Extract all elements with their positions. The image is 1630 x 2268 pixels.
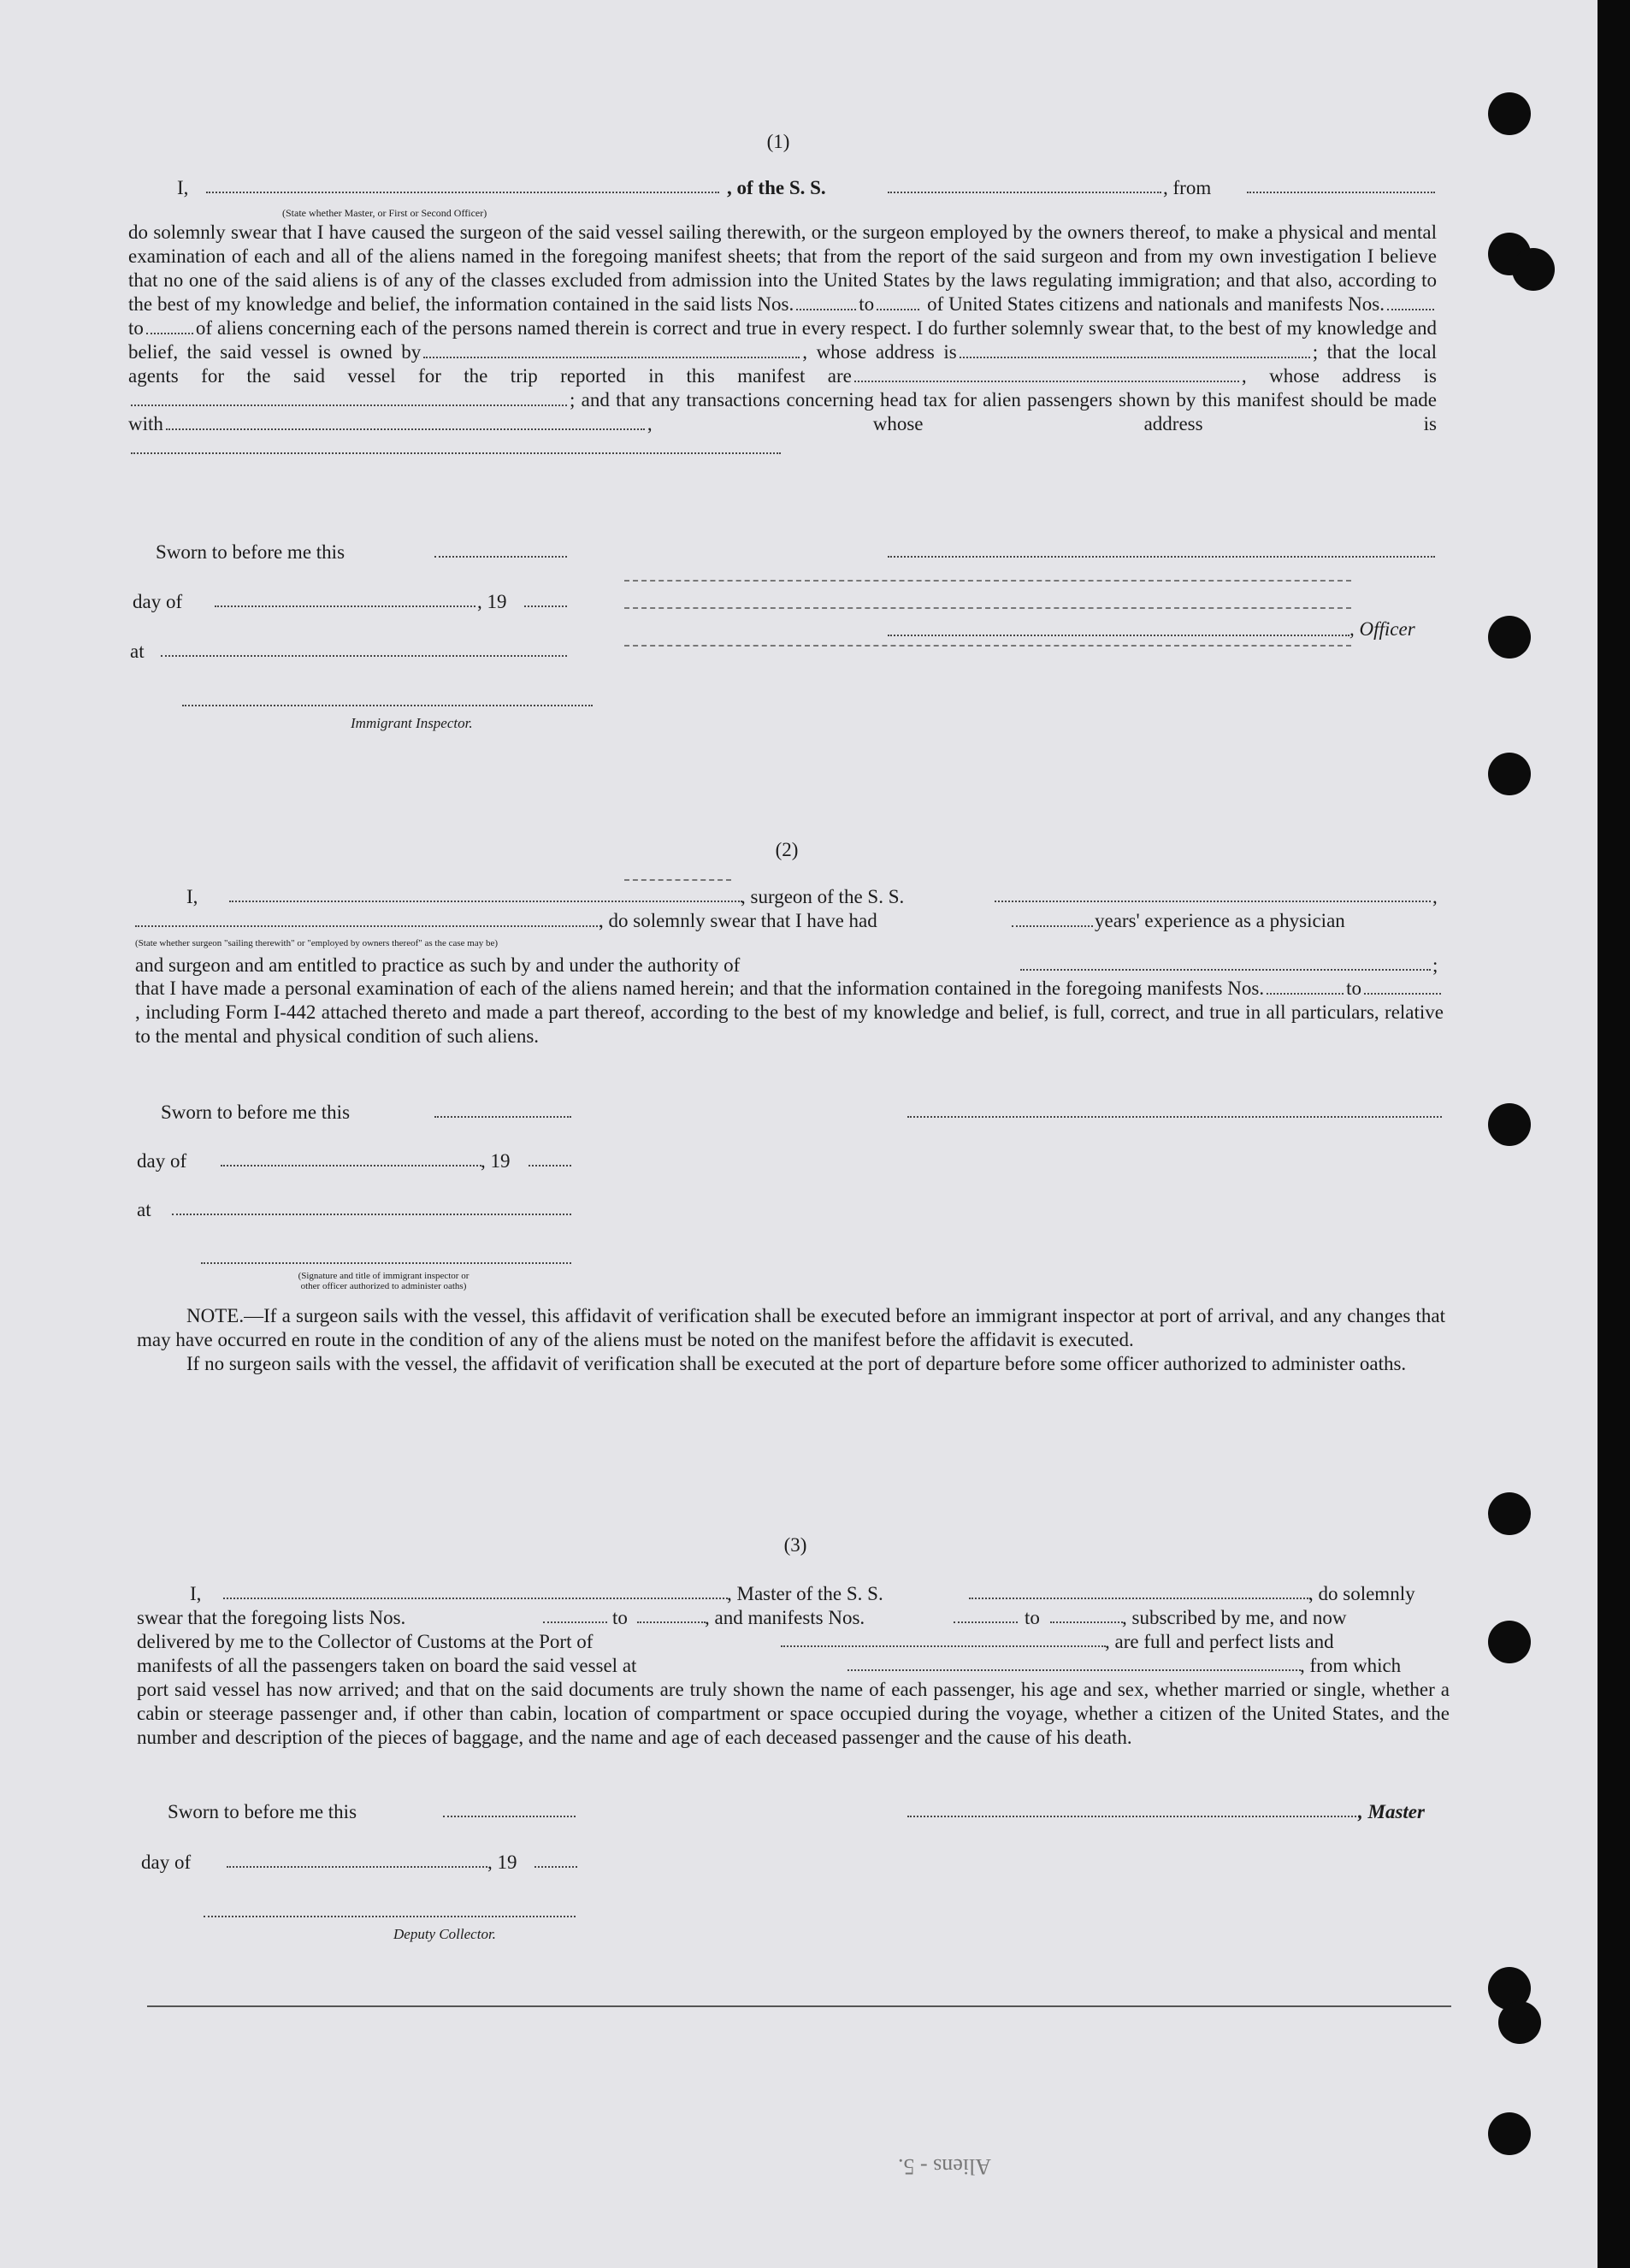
comma: ,	[1432, 886, 1438, 907]
section-3-subscribed: , subscribed by me, and now	[1122, 1607, 1347, 1628]
section-1-officer: , Officer	[1349, 618, 1415, 640]
punch-hole	[1488, 753, 1531, 795]
blank-field	[206, 190, 719, 193]
note-label: NOTE.	[186, 1305, 245, 1326]
section-2-at: at	[137, 1199, 151, 1220]
section-2-authority: and surgeon and am entitled to practice as such by and under the authority of	[135, 954, 741, 976]
punch-hole	[1498, 2001, 1541, 2044]
blank-field	[227, 1864, 487, 1868]
blank-field	[543, 1620, 607, 1623]
section-1-i: I,	[177, 177, 189, 198]
section-3-from-which: , from which	[1300, 1655, 1402, 1676]
section-3-sworn: Sworn to before me this	[168, 1801, 357, 1822]
section-1-head-tax: ; and that any transactions concerning head tax for alien passengers shown by this manifest should be made with	[128, 389, 1437, 434]
bottom-rule	[147, 2005, 1451, 2007]
section-1-of-ss: , of the S. S.	[727, 177, 826, 198]
blank-field	[888, 633, 1349, 636]
blank-field	[229, 899, 742, 902]
section-1-local-agents: that the local agents for the said vessel for the trip reported in this manifest are	[128, 341, 1437, 387]
section-3-paragraph: port said vessel has now arrived; and that on the said documents are truly shown the name of each passenger, his age and sex, whether married or single, whether a cabin or steerage passenger and, if other than cabin, location of compartment or space occupied during the voyage, whether a citizen of the United States, and the number and description of the pieces of baggage, and the name and age of each deceased passenger and the cause of his death.	[137, 1679, 1450, 1748]
section-2-paragraph-a: that I have made a personal examination of each of the aliens named herein; and that the information contained in the foregoing manifests Nos.	[135, 977, 1265, 999]
section-3-to-2: to	[1025, 1607, 1040, 1628]
section-1-nineteen: , 19	[477, 591, 507, 612]
blank-field	[1020, 967, 1431, 971]
blank-field	[995, 899, 1431, 902]
section-1-paragraph-a: do solemnly swear that I have caused the surgeon of the said vessel sailing therewith, or the surgeon employed by the owners thereof, to make a physical and mental examination of each and all of the aliens named in the foregoing manifest sheets; that from the report of the said surgeon and from my own investigation I believe that no one of the said aliens is of any of the classes excluded from admission into the United States by the laws regulating immigration; and that also, according to the best of my knowledge and belief, the information contained in the said lists Nos.	[128, 221, 1437, 315]
section-3-delivered: delivered by me to the Collector of Customs at the Port of	[137, 1631, 594, 1652]
blank-field	[907, 1114, 1442, 1118]
dashed-line	[624, 879, 731, 881]
punch-hole	[1512, 248, 1555, 291]
section-2-sig-note-1: (Signature and title of immigrant inspector or	[298, 1271, 470, 1281]
dashed-line	[624, 580, 1351, 582]
section-1-from: , from	[1163, 177, 1212, 198]
section-3-day-of: day of	[141, 1852, 192, 1873]
blank-field	[135, 924, 601, 927]
punch-hole	[1488, 616, 1531, 659]
section-3-nineteen: , 19	[487, 1852, 517, 1873]
section-3-i: I,	[190, 1583, 202, 1604]
blank-field	[534, 1864, 577, 1868]
section-3-and-manifests: , and manifests Nos.	[705, 1607, 865, 1628]
section-1-whose-address-2: whose address is	[1269, 365, 1438, 387]
punch-hole	[1488, 1103, 1531, 1146]
section-3-swear-lists: swear that the foregoing lists Nos.	[137, 1607, 406, 1628]
blank-field	[637, 1620, 706, 1623]
blank-field	[221, 1163, 481, 1166]
section-2-sworn: Sworn to before me this	[161, 1102, 351, 1123]
blank-field	[888, 554, 1435, 558]
punch-hole	[1488, 1492, 1531, 1535]
section-1-sworn: Sworn to before me this	[156, 541, 345, 563]
punch-hole	[1488, 1621, 1531, 1663]
footer-mark: Aliens - 5.	[898, 2154, 992, 2179]
blank-field	[172, 1212, 571, 1215]
section-2-surgeon-of: , surgeon of the S. S.	[741, 886, 905, 907]
blank-field	[888, 190, 1161, 193]
blank-field	[529, 1163, 571, 1166]
section-3-do-solemnly: , do solemnly	[1308, 1583, 1415, 1604]
section-3-master: , Master	[1358, 1801, 1425, 1822]
blank-field	[161, 653, 567, 657]
note-text-1: —If a surgeon sails with the vessel, this affidavit of verification shall be executed before an immigrant inspector at port of arrival, and any changes that may have occurred en route in the condition of any of the aliens must be noted on the manifest before the affidavit is executed.	[137, 1305, 1445, 1350]
section-2-to: to	[1346, 977, 1361, 999]
punch-hole	[1488, 92, 1531, 135]
blank-field	[223, 1596, 728, 1599]
section-2-number: (2)	[775, 839, 799, 860]
blank-field	[1050, 1620, 1123, 1623]
semicolon: ;	[1432, 954, 1438, 976]
section-1-whose-address-3: , whose address is	[647, 413, 1437, 434]
punch-hole	[1488, 2112, 1531, 2155]
section-1-paragraph: do solemnly swear that I have caused the surgeon of the said vessel sailing therewith, or the surgeon employed by the owners thereof, to make a physical and mental examination of each and all of the aliens named in the foregoing manifest sheets; that from the report of the said surgeon and from my own investigation I believe that no one of the said aliens is of any of the classes excluded from admission into the United States by the laws regulating immigration; and that also, according to the best of my knowledge and belief, the information contained in the said lists Nos. to of United States citizens and nationals and manifests Nos.to of aliens concerning each of the persons named therein is correct and true in every respect. I do further solemnly swear that, to the best of my knowledge and belief, the said vessel is owned by , whose address is ; that the local agents for the said vessel for the trip reported in this manifest are , whose address is; and that any transactions concerning head tax for alien passengers shown by this manifest should be made with , whose address is	[128, 221, 1437, 460]
section-2-day-of: day of	[137, 1150, 187, 1172]
blank-field	[847, 1668, 1301, 1671]
section-2-do-swear: , do solemnly swear that I have had	[599, 910, 877, 931]
blank-field	[781, 1644, 1106, 1647]
blank-field	[443, 1814, 576, 1817]
section-2-paragraph	[135, 977, 1444, 1048]
section-2-paragraph-b: , including Form I-442 attached thereto and made a part thereof, according to the best of my knowledge and belief, is full, correct, and true in all particulars, relative to the mental and physical condition of such aliens.	[135, 1001, 1444, 1047]
blank-field	[215, 604, 475, 607]
section-1-number: (1)	[766, 131, 790, 152]
blank-field	[954, 1620, 1018, 1623]
section-1-at: at	[130, 641, 145, 662]
section-3-deputy: Deputy Collector.	[393, 1926, 496, 1942]
blank-field	[524, 604, 567, 607]
section-2-sig-note-2: other officer authorized to administer oaths)	[300, 1281, 467, 1291]
section-1-paragraph-b2: of aliens concerning each of the persons named therein is correct and true in every respect. I do further solemnly swear that, to the best of my knowledge and belief, the said vessel is owned by	[128, 317, 1437, 363]
section-2-i: I,	[186, 886, 198, 907]
section-1-inspector: Immigrant Inspector.	[351, 715, 473, 731]
section-3-manifests-all: manifests of all the passengers taken on board the said vessel at	[137, 1655, 637, 1676]
blank-field	[434, 1114, 571, 1118]
blank-field	[204, 1914, 576, 1917]
section-1-to-2: to	[128, 317, 144, 339]
blank-field	[1247, 190, 1435, 193]
dashed-line	[624, 607, 1351, 609]
dashed-line	[624, 645, 1351, 647]
blank-field	[434, 554, 567, 558]
section-1-day-of: day of	[133, 591, 183, 612]
section-2-nineteen: , 19	[481, 1150, 511, 1172]
section-1-paragraph-b1: of United States citizens and nationals and manifests Nos.	[927, 293, 1385, 315]
section-1-subnote: (State whether Master, or First or Second Officer)	[282, 207, 487, 219]
blank-field	[969, 1596, 1311, 1599]
blank-field	[182, 703, 593, 706]
blank-field	[201, 1261, 571, 1264]
blank-field	[907, 1814, 1356, 1817]
section-1-to: to	[859, 293, 875, 315]
section-3-full-perfect: , are full and perfect lists and	[1105, 1631, 1334, 1652]
section-3-number: (3)	[783, 1534, 807, 1556]
section-2-years-exp: years' experience as a physician	[1095, 910, 1345, 931]
blank-field	[1012, 924, 1093, 927]
note-text-2: If no surgeon sails with the vessel, the affidavit of verification shall be executed at the port of departure before some officer authorized to administer oaths.	[186, 1353, 1407, 1374]
section-3-to-1: to	[612, 1607, 628, 1628]
section-1-whose-address: , whose address is	[802, 341, 957, 363]
section-2-note	[137, 1304, 1445, 1376]
section-2-subnote: (State whether surgeon "sailing therewith" or "employed by owners thereof" as the case may be)	[135, 938, 499, 948]
section-3-master-of: , Master of the S. S.	[727, 1583, 883, 1604]
